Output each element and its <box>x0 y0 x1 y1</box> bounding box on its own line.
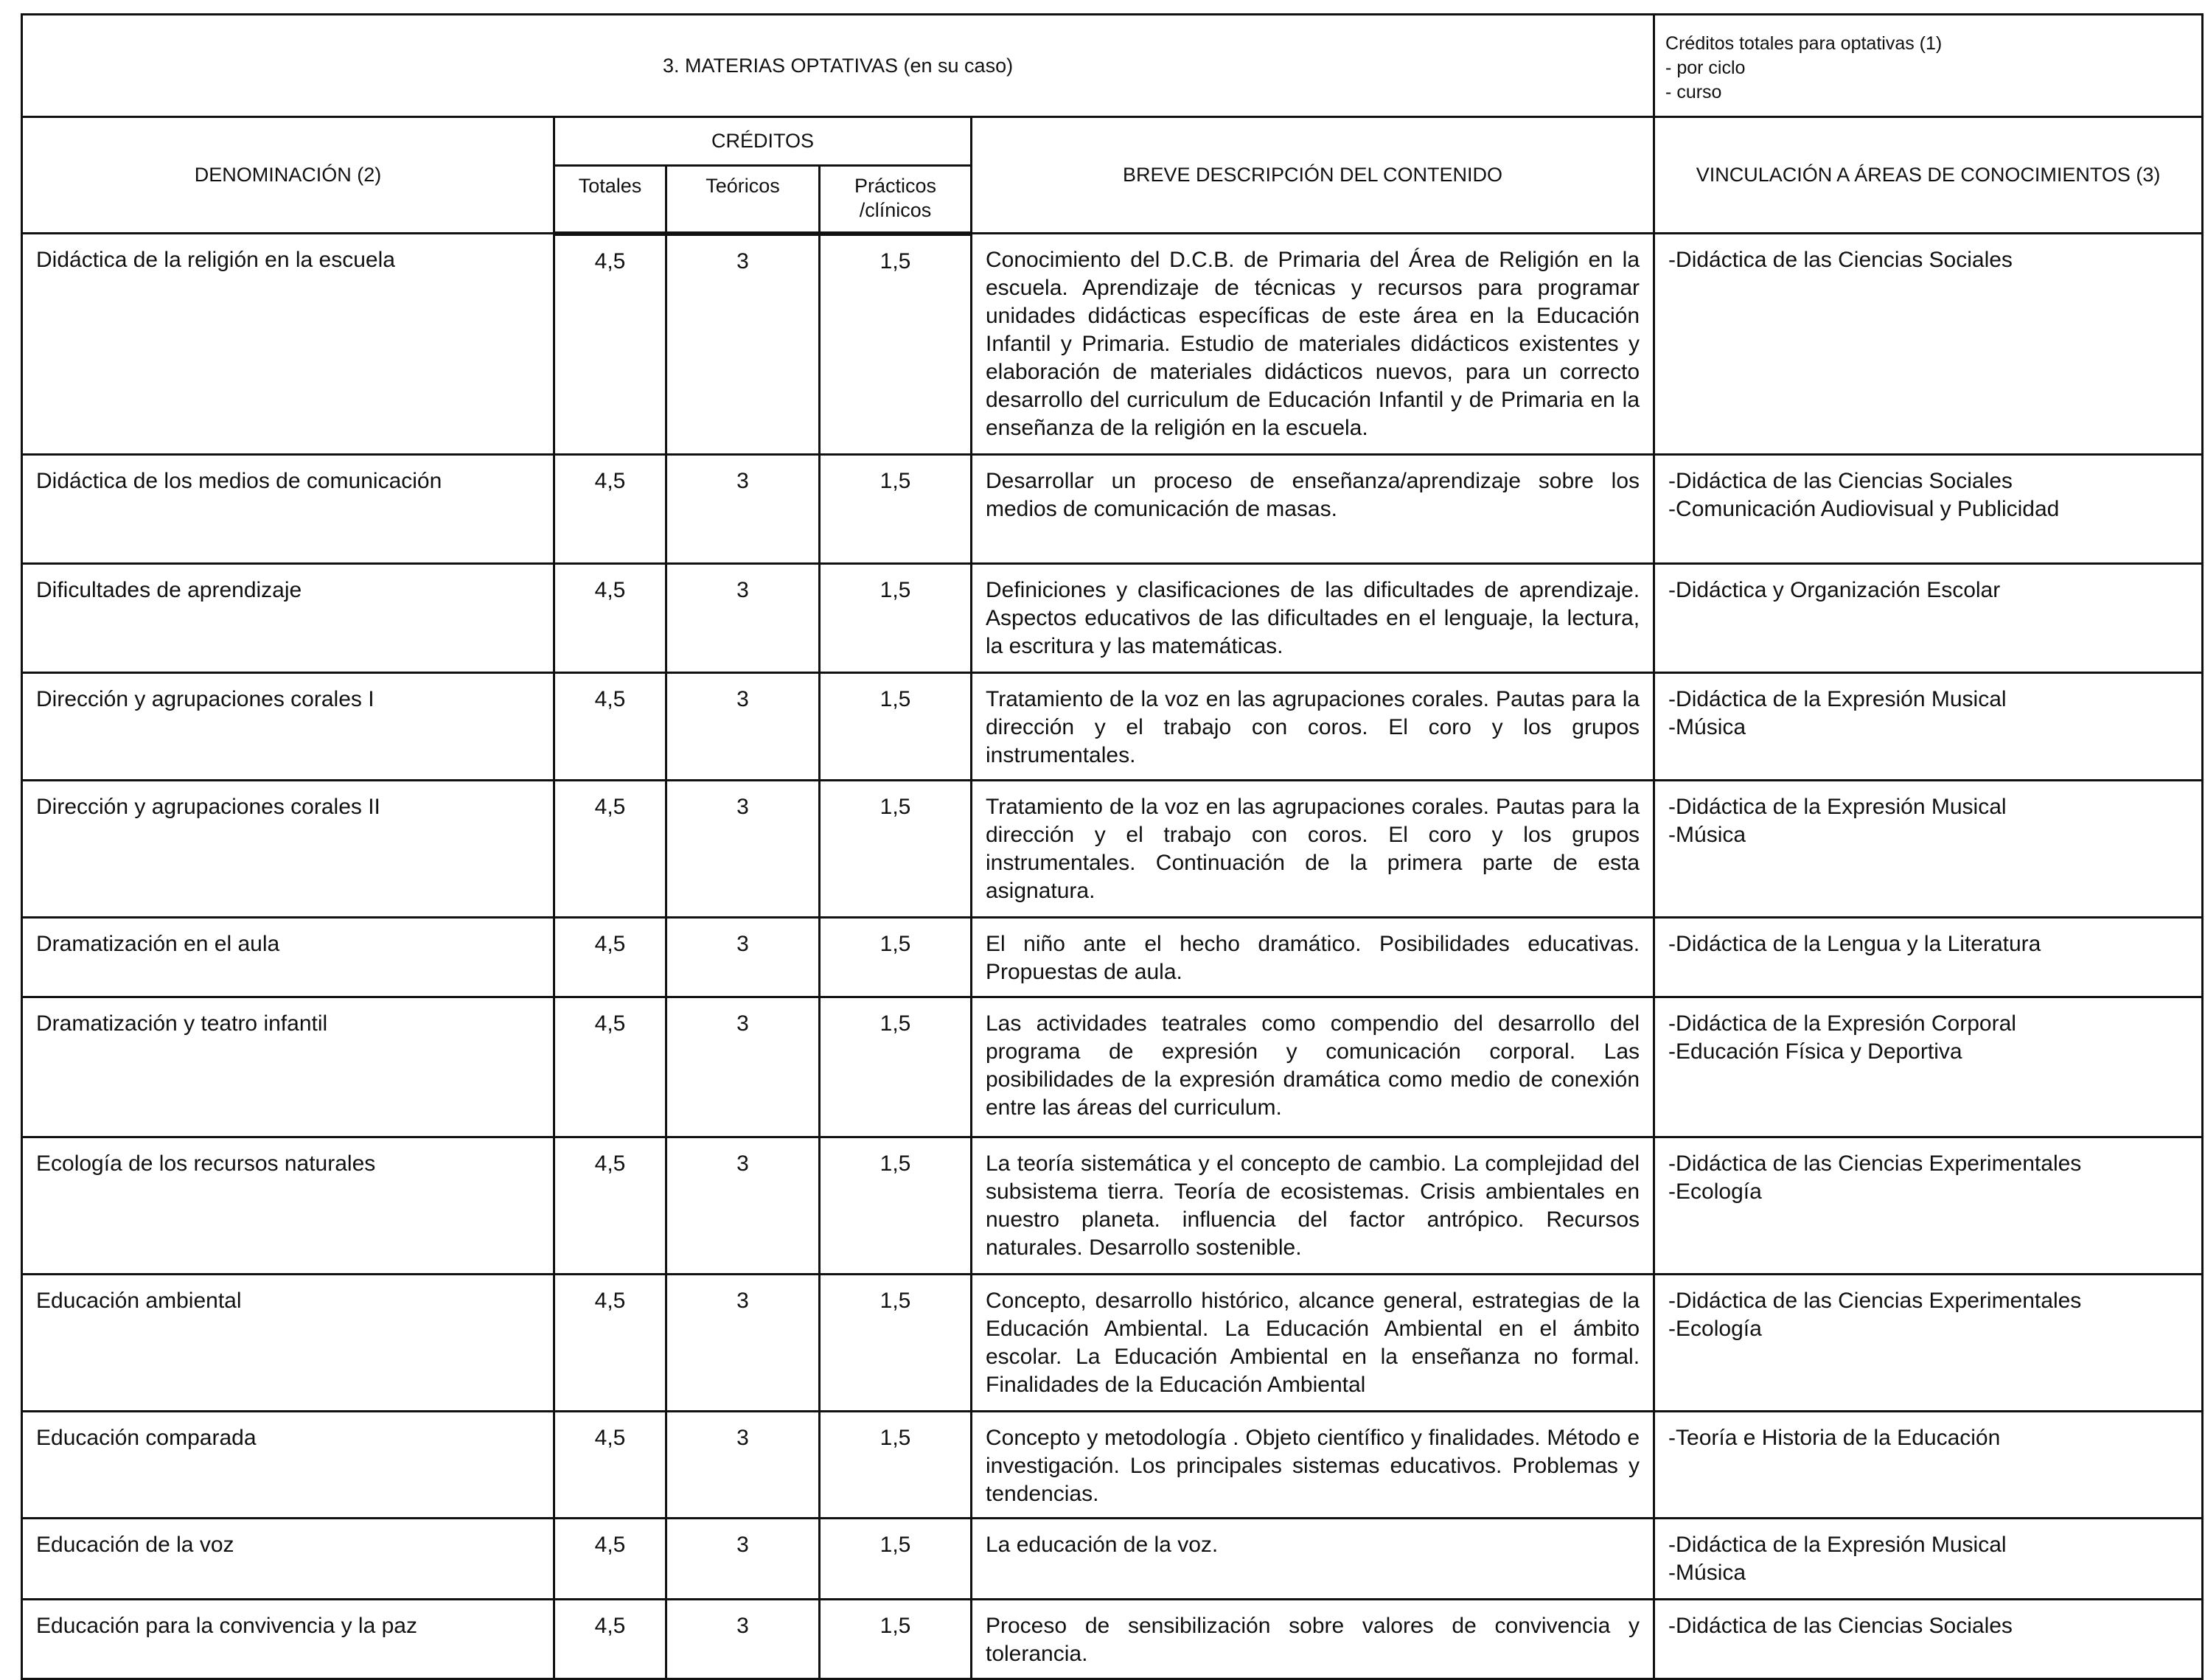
header-practicos-line: /clínicos <box>859 199 932 221</box>
content-description: Proceso de sensibilización sobre valores de convivencia y tolerancia. <box>972 1600 1654 1679</box>
credits-totales: 4,5 <box>554 234 666 455</box>
header-vinculacion: VINCULACIÓN A ÁREAS DE CONOCIMIENTOS (3) <box>1654 117 2203 234</box>
credits-practicos: 1,5 <box>820 1137 972 1275</box>
knowledge-areas <box>1654 1275 2203 1412</box>
header-descripcion: BREVE DESCRIPCIÓN DEL CONTENIDO <box>972 117 1654 234</box>
knowledge-area-item: -Ecología <box>1668 1179 1762 1204</box>
content-description: Definiciones y clasificaciones de las dificultades de aprendizaje. Aspectos educativos de las dificultades en el lenguaje, la lectura, la escritura y las matemáticas. <box>972 564 1654 673</box>
knowledge-area-item: -Música <box>1668 823 1746 847</box>
credits-practicos: 1,5 <box>820 1412 972 1519</box>
credits-practicos: 1,5 <box>820 673 972 781</box>
credits-total-note <box>1654 15 2203 117</box>
credits-totales: 4,5 <box>554 1519 666 1600</box>
knowledge-area-item: -Ecología <box>1668 1317 1762 1341</box>
knowledge-area-item: -Didáctica de las Ciencias Sociales <box>1668 469 2013 493</box>
optional-subjects-table <box>21 13 2204 1680</box>
subject-name: Dirección y agrupaciones corales II <box>22 781 554 918</box>
knowledge-areas <box>1654 455 2203 564</box>
knowledge-areas <box>1654 918 2203 997</box>
knowledge-areas <box>1654 234 2203 455</box>
credits-total-line: - por ciclo <box>1665 57 1746 78</box>
subject-name: Educación de la voz <box>22 1519 554 1600</box>
credits-totales: 4,5 <box>554 564 666 673</box>
credits-teoricos: 3 <box>666 918 820 997</box>
credits-practicos: 1,5 <box>820 1600 972 1679</box>
content-description: El niño ante el hecho dramático. Posibilidades educativas. Propuestas de aula. <box>972 918 1654 997</box>
knowledge-area-item: -Comunicación Audiovisual y Publicidad <box>1668 497 2060 521</box>
header-teoricos: Teóricos <box>666 166 820 234</box>
credits-totales: 4,5 <box>554 673 666 781</box>
credits-teoricos: 3 <box>666 455 820 564</box>
credits-teoricos: 3 <box>666 1275 820 1412</box>
section-title: 3. MATERIAS OPTATIVAS (en su caso) <box>22 15 1654 117</box>
knowledge-area-item: -Didáctica de la Expresión Musical <box>1668 687 2007 711</box>
table-row <box>22 1137 2203 1275</box>
content-description: Las actividades teatrales como compendio del desarrollo del programa de expresión y comunicación corporal. Las posibilidades de la expresión dramática como medio de conexión entre las áreas del curriculum. <box>972 997 1654 1137</box>
content-description: La educación de la voz. <box>972 1519 1654 1600</box>
credits-practicos: 1,5 <box>820 918 972 997</box>
subject-name: Dramatización en el aula <box>22 918 554 997</box>
subject-name: Educación ambiental <box>22 1275 554 1412</box>
credits-teoricos: 3 <box>666 1137 820 1275</box>
subject-name: Dificultades de aprendizaje <box>22 564 554 673</box>
knowledge-area-item: -Didáctica de la Expresión Corporal <box>1668 1011 2016 1036</box>
subject-name: Educación comparada <box>22 1412 554 1519</box>
knowledge-area-item: -Música <box>1668 715 1746 739</box>
credits-practicos: 1,5 <box>820 234 972 455</box>
header-practicos <box>820 166 972 234</box>
header-denominacion: DENOMINACIÓN (2) <box>22 117 554 234</box>
credits-teoricos: 3 <box>666 673 820 781</box>
table-row <box>22 997 2203 1137</box>
table-row <box>22 1412 2203 1519</box>
credits-practicos: 1,5 <box>820 781 972 918</box>
credits-totales: 4,5 <box>554 455 666 564</box>
credits-practicos: 1,5 <box>820 564 972 673</box>
table-row <box>22 1519 2203 1600</box>
subject-name: Educación para la convivencia y la paz <box>22 1600 554 1679</box>
subject-name: Didáctica de la religión en la escuela <box>22 234 554 455</box>
knowledge-area-item: -Didáctica de la Expresión Musical <box>1668 795 2007 819</box>
credits-totales: 4,5 <box>554 1137 666 1275</box>
knowledge-areas <box>1654 997 2203 1137</box>
knowledge-area-item: -Didáctica de las Ciencias Experimentales <box>1668 1289 2082 1313</box>
table-row <box>22 455 2203 564</box>
credits-total-line: - curso <box>1665 82 1722 102</box>
credits-teoricos: 3 <box>666 234 820 455</box>
content-description: Tratamiento de la voz en las agrupaciones corales. Pautas para la dirección y el trabajo con coros. El coro y los grupos instrumentales. Continuación de la primera parte de esta asignatura. <box>972 781 1654 918</box>
credits-total-line: Créditos totales para optativas (1) <box>1665 33 1943 54</box>
subject-name: Didáctica de los medios de comunicación <box>22 455 554 564</box>
subject-name: Dirección y agrupaciones corales I <box>22 673 554 781</box>
credits-teoricos: 3 <box>666 1412 820 1519</box>
knowledge-area-item: -Didáctica de las Ciencias Sociales <box>1668 248 2013 272</box>
table-row <box>22 781 2203 918</box>
header-practicos-line: Prácticos <box>854 175 937 197</box>
credits-totales: 4,5 <box>554 918 666 997</box>
credits-practicos: 1,5 <box>820 1275 972 1412</box>
content-description: Tratamiento de la voz en las agrupaciones corales. Pautas para la dirección y el trabajo con coros. El coro y los grupos instrumentales. <box>972 673 1654 781</box>
content-description: Conocimiento del D.C.B. de Primaria del Área de Religión en la escuela. Aprendizaje de técnicas y recursos para programar unidades didácticas específicas de este área en la Educación Infantil y Primaria. Estudio de materiales didácticos existentes y elaboración de materiales didácticos nuevos, para un correcto desarrollo del curriculum de Educación Infantil y de Primaria en la enseñanza de la religión en la escuela. <box>972 234 1654 455</box>
table-row <box>22 918 2203 997</box>
credits-teoricos: 3 <box>666 781 820 918</box>
table-row <box>22 564 2203 673</box>
credits-totales: 4,5 <box>554 1275 666 1412</box>
header-totales: Totales <box>554 166 666 234</box>
credits-teoricos: 3 <box>666 1600 820 1679</box>
credits-totales: 4,5 <box>554 997 666 1137</box>
knowledge-area-item: -Didáctica de la Lengua y la Literatura <box>1668 932 2041 956</box>
knowledge-area-item: -Educación Física y Deportiva <box>1668 1039 1962 1064</box>
content-description: Desarrollar un proceso de enseñanza/aprendizaje sobre los medios de comunicación de masas. <box>972 455 1654 564</box>
subject-name: Dramatización y teatro infantil <box>22 997 554 1137</box>
optional-subjects-document <box>21 13 2201 1680</box>
table-row <box>22 1275 2203 1412</box>
credits-totales: 4,5 <box>554 781 666 918</box>
header-creditos: CRÉDITOS <box>554 117 972 166</box>
credits-teoricos: 3 <box>666 1519 820 1600</box>
knowledge-area-item: -Didáctica y Organización Escolar <box>1668 578 2001 602</box>
credits-practicos: 1,5 <box>820 1519 972 1600</box>
credits-teoricos: 3 <box>666 564 820 673</box>
content-description: Concepto, desarrollo histórico, alcance general, estrategias de la Educación Ambiental. La Educación Ambiental en el ámbito escolar. La Educación Ambiental en la enseñanza no formal. Finalidades de la Educación Ambiental <box>972 1275 1654 1412</box>
knowledge-areas <box>1654 564 2203 673</box>
knowledge-areas <box>1654 1600 2203 1679</box>
knowledge-areas <box>1654 1412 2203 1519</box>
content-description: La teoría sistemática y el concepto de cambio. La complejidad del subsistema tierra. Teoría de ecosistemas. Crisis ambientales en nuestro planeta. influencia del factor antrópico. Recursos naturales. Desarrollo sostenible. <box>972 1137 1654 1275</box>
content-description: Concepto y metodología . Objeto científico y finalidades. Método e investigación. Los principales sistemas educativos. Problemas y tendencias. <box>972 1412 1654 1519</box>
knowledge-areas <box>1654 1519 2203 1600</box>
table-row <box>22 673 2203 781</box>
table-row <box>22 1600 2203 1679</box>
credits-teoricos: 3 <box>666 997 820 1137</box>
credits-practicos: 1,5 <box>820 997 972 1137</box>
credits-totales: 4,5 <box>554 1600 666 1679</box>
knowledge-areas <box>1654 673 2203 781</box>
knowledge-area-item: -Didáctica de las Ciencias Experimentales <box>1668 1151 2082 1176</box>
subject-name: Ecología de los recursos naturales <box>22 1137 554 1275</box>
knowledge-area-item: -Didáctica de la Expresión Musical <box>1668 1533 2007 1557</box>
table-row <box>22 234 2203 455</box>
credits-practicos: 1,5 <box>820 455 972 564</box>
knowledge-area-item: -Didáctica de las Ciencias Sociales <box>1668 1614 2013 1638</box>
credits-totales: 4,5 <box>554 1412 666 1519</box>
knowledge-areas <box>1654 1137 2203 1275</box>
knowledge-areas <box>1654 781 2203 918</box>
knowledge-area-item: -Teoría e Historia de la Educación <box>1668 1426 2001 1450</box>
knowledge-area-item: -Música <box>1668 1561 1746 1585</box>
